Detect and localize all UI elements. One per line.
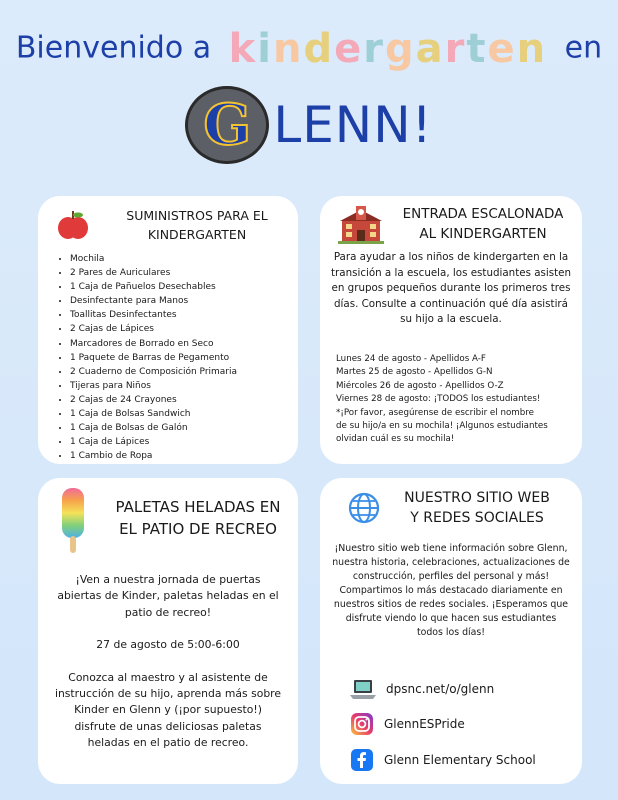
kinder-letter: r <box>444 26 467 72</box>
supply-item: • 1 Paquete de Barras de Pegamento <box>70 351 306 365</box>
supply-item: • 1 Caja de Lápices <box>70 435 306 449</box>
supply-item: • Mochila <box>70 252 306 266</box>
supply-item: • 2 Cajas de Lápices <box>70 322 306 336</box>
popsicle-title-line2: EL PATIO DE RECREO <box>119 520 277 538</box>
logo-letter: G <box>203 92 252 158</box>
popsicle-card <box>38 478 298 784</box>
website-link-row[interactable] <box>350 678 494 700</box>
supply-item: • 2 Cajas de 24 Crayones <box>70 393 306 407</box>
kinder-letter: e <box>487 26 517 72</box>
laptop-icon <box>350 678 376 700</box>
schedule-line: Viernes 28 de agosto: ¡TODOS los estudiantes! <box>336 394 541 405</box>
supply-item: • Marcadores de Borrado en Seco <box>70 337 306 351</box>
facebook-page[interactable]: Glenn Elementary School <box>384 753 536 767</box>
schedule-line: olvidan cuál es su mochila! <box>336 434 455 445</box>
popsicle-body <box>52 572 284 768</box>
kinder-letter: r <box>363 26 385 72</box>
website-social-card <box>320 478 582 784</box>
kinder-letter: d <box>303 26 335 72</box>
web-title <box>384 488 570 528</box>
kindergarten-word <box>229 24 547 70</box>
facebook-link-row[interactable] <box>350 748 536 772</box>
school-brand <box>0 90 618 160</box>
supply-item: • 1 Caja de Pañuelos Desechables <box>70 280 306 294</box>
schedule-line: Lunes 24 de agosto - Apellidos A-F <box>336 354 486 364</box>
supply-item: • Tijeras para Niños <box>70 379 306 393</box>
welcome-heading <box>0 24 618 72</box>
popsicle-date: 27 de agosto de 5:00-6:00 <box>96 638 240 652</box>
facebook-icon <box>350 748 374 772</box>
social-info: Compartimos lo más destacado diariamente en nuestros sitios de redes sociales. ¡Esperamos que disfrute viendo lo que hacen sus estudiantes todos los días! <box>333 585 569 638</box>
website-link[interactable]: dpsnc.net/o/glenn <box>386 682 495 696</box>
kinder-letter: t <box>466 26 488 72</box>
welcome-text-end: en <box>564 30 603 66</box>
supplies-card <box>38 196 298 464</box>
supply-item: • 1 Cambio de Ropa <box>70 449 306 463</box>
schedule-line: de su hijo/a en su mochila! ¡Algunos estudiantes <box>336 421 548 432</box>
entry-schedule <box>336 353 576 447</box>
popsicle-details: Conozca al maestro y al asistente de instrucción de su hijo, aprenda más sobre Kinder en Glenn y (¡por supuesto!) disfrute de unas deliciosas paletas heladas en el patio de recreo. <box>54 670 282 750</box>
kinder-letter: n <box>516 26 548 72</box>
kinder-letter: g <box>384 26 416 72</box>
supply-item: • Desinfectante para Manos <box>70 294 306 308</box>
instagram-link-row[interactable] <box>350 712 465 736</box>
schedule-line: Miércoles 26 de agosto - Apellidos O-Z <box>336 380 504 391</box>
schedule-line: *¡Por favor, asegúrense de escribir el nombre <box>336 407 534 418</box>
supplies-title <box>104 206 290 244</box>
welcome-text: Bienvenido a <box>15 30 212 66</box>
globe-icon <box>348 492 380 524</box>
supply-item: • 1 Caja de Bolsas de Galón <box>70 421 306 435</box>
instagram-handle[interactable]: GlennESPride <box>384 717 465 731</box>
supplies-title-line1: SUMINISTROS PARA EL <box>126 208 268 223</box>
kinder-letter: a <box>415 26 445 72</box>
apple-icon <box>56 208 90 242</box>
popsicle-invite: ¡Ven a nuestra jornada de puertas abiertas de Kinder, paletas heladas en el patio de recreo! <box>57 573 279 619</box>
kinder-letter: e <box>334 26 364 72</box>
web-info: ¡Nuestro sitio web tiene información sobre Glenn, nuestra historia, celebraciones, actualizaciones de construcción, perfiles del personal y más! <box>332 543 570 582</box>
staggered-entry-card <box>320 196 582 464</box>
entry-title-line2: AL KINDERGARTEN <box>419 226 547 242</box>
supply-item: • 1 Caja de Bolsas Sandwich <box>70 407 306 421</box>
kinder-letter: n <box>272 26 304 72</box>
supplies-title-line2: KINDERGARTEN <box>147 227 247 242</box>
supply-item: • 2 Cuaderno de Composición Primaria <box>70 365 306 379</box>
kinder-letter: k <box>228 26 258 72</box>
web-body <box>332 542 570 640</box>
entry-intro: Para ayudar a los niños de kindergarten en la transición a la escuela, los estudiantes asisten en grupos pequeños durante los primeros tres días. Consulte a continuación qué día asistirá su hijo a la escuela. <box>330 251 572 325</box>
supply-item: • Toallitas Desinfectantes <box>70 308 306 322</box>
glenn-logo <box>185 86 269 164</box>
popsicle-title-line1: PALETAS HELADAS EN <box>115 498 281 516</box>
schedule-line: Martes 25 de agosto - Apellidos G-N <box>336 367 493 378</box>
supply-item: • 2 Pares de Auriculares <box>70 266 306 280</box>
web-title-line1: NUESTRO SITIO WEB <box>404 490 550 506</box>
supplies-list <box>52 252 306 463</box>
web-title-line2: Y REDES SOCIALES <box>410 510 544 526</box>
kinder-letter: i <box>257 26 273 72</box>
popsicle-title <box>98 496 298 540</box>
school-name: LENN! <box>273 96 433 154</box>
entry-title-line1: ENTRADA ESCALONADA <box>402 206 564 222</box>
instagram-icon <box>350 712 374 736</box>
entry-title <box>390 204 576 244</box>
popsicle-icon <box>60 488 86 554</box>
school-building-icon <box>338 204 384 244</box>
